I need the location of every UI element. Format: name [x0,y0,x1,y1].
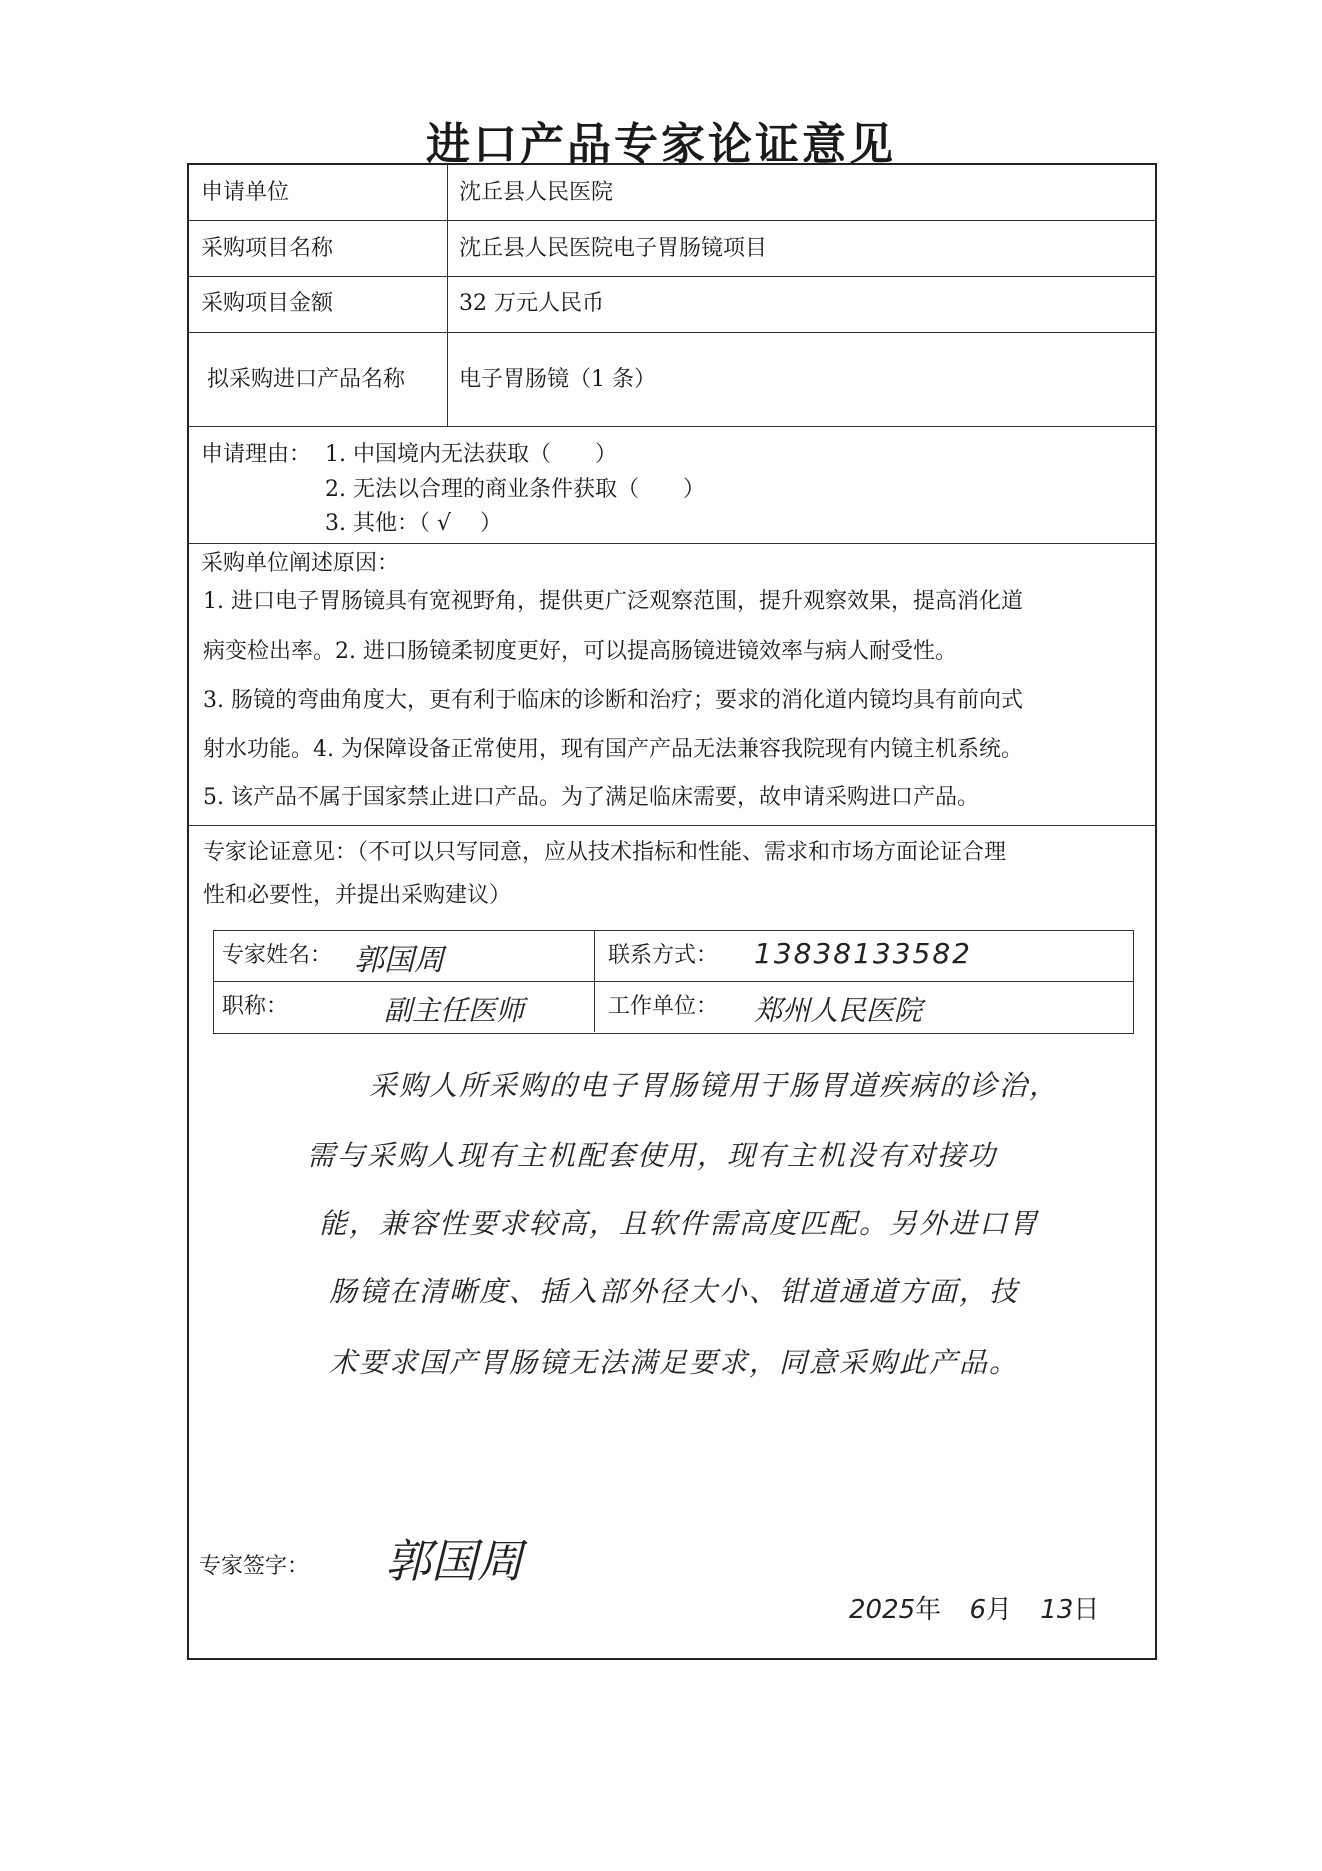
row-divider [189,220,1155,221]
form-frame [187,163,1157,1660]
date-day: 13 [1040,1595,1074,1625]
title-label: 职称： [222,994,289,1019]
project-name-value: 沈丘县人民医院电子胃肠镜项目 [459,236,768,261]
statement-line: 射水功能。4. 为保障设备正常使用，现有国产产品无法兼容我院现有内镜主机系统。 [203,737,1023,762]
statement-label: 采购单位阐述原因： [201,551,400,576]
handwritten-opinion-line: 采购人所采购的电子胃肠镜用于肠胃道疾病的诊治， [369,1069,1060,1102]
workplace-handwritten: 郑州人民医院 [754,994,923,1027]
date-year-unit: 年 [915,1595,942,1625]
contact-label: 联系方式： [608,943,719,968]
statement-line: 病变检出率。2. 进口肠镜柔韧度更好，可以提高肠镜进镜效率与病人耐受性。 [203,639,957,664]
column-divider [594,931,595,1032]
expert-name-label: 专家姓名： [222,943,333,968]
reason-option-1: 1. 中国境内无法获取（ ） [325,442,617,467]
statement-line: 5. 该产品不属于国家禁止进口产品。为了满足临床需要，故申请采购进口产品。 [203,785,979,810]
amount-label: 采购项目金额 [201,291,334,316]
row-divider [189,276,1155,277]
statement-line: 3. 肠镜的弯曲角度大，更有利于临床的诊断和治疗；要求的消化道内镜均具有前向式 [203,688,1023,713]
date-year: 2025 [849,1595,916,1625]
row-divider [189,332,1155,333]
amount-value: 32 万元人民币 [459,291,604,316]
row-divider [214,981,1133,982]
handwritten-opinion-line: 需与采购人现有主机配套使用，现有主机没有对接功 [307,1139,998,1172]
title-handwritten: 副主任医师 [384,994,525,1027]
expert-name-handwritten: 郭国周 [354,943,444,978]
statement-line: 1. 进口电子胃肠镜具有宽视野角，提供更广泛观察范围，提升观察效果，提高消化道 [203,589,1023,614]
sign-date [849,1595,1099,1625]
opinion-label-cont: 性和必要性，并提出采购建议） [203,883,512,908]
handwritten-opinion-line: 术要求国产胃肠镜无法满足要求，同意采购此产品。 [329,1346,1020,1379]
date-day-unit: 日 [1073,1595,1100,1625]
expert-info-table [213,930,1134,1034]
opinion-label: 专家论证意见：（不可以只写同意，应从技术指标和性能、需求和市场方面论证合理 [203,840,1007,865]
document-title: 进口产品专家论证意见 [426,119,896,170]
reason-label: 申请理由： [201,442,312,467]
product-value: 电子胃肠镜（1 条） [459,367,656,392]
applicant-value: 沈丘县人民医院 [459,180,614,205]
reason-option-3: 3. 其他：（ √ ） [325,511,502,536]
contact-handwritten: 13838133582 [754,937,972,970]
date-month: 6 [969,1595,986,1625]
applicant-label: 申请单位 [201,180,290,205]
date-month-unit: 月 [986,1595,1013,1625]
row-divider [189,426,1155,427]
signature-label: 专家签字： [199,1554,310,1579]
row-divider [189,543,1155,544]
reason-option-2: 2. 无法以合理的商业条件获取（ ） [325,477,705,502]
handwritten-opinion-line: 肠镜在清晰度、插入部外径大小、钳道通道方面，技 [329,1275,1020,1308]
row-divider [189,825,1155,826]
project-name-label: 采购项目名称 [201,236,334,261]
expert-signature: 郭国周 [385,1534,523,1588]
column-divider [447,165,448,426]
workplace-label: 工作单位： [608,994,719,1019]
product-label: 拟采购进口产品名称 [207,367,406,392]
handwritten-opinion-line: 能，兼容性要求较高，且软件需高度匹配。另外进口胃 [319,1207,1040,1240]
